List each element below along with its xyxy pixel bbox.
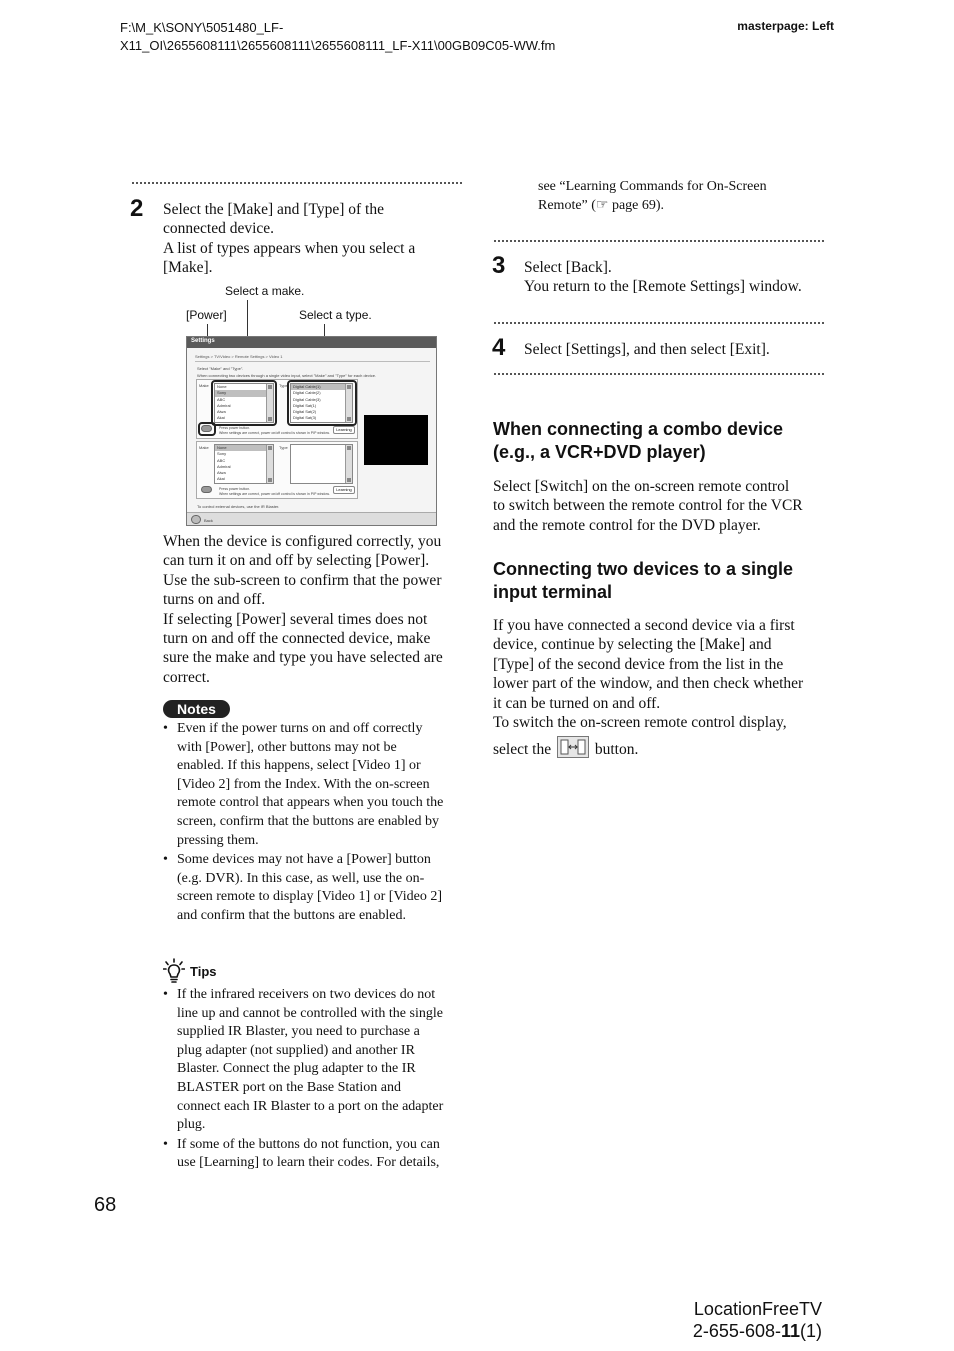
divider [494,373,824,375]
note-line: (e.g. DVR). In this case, as well, use the on- [177,870,425,886]
back-label: Back [204,518,213,523]
make-option[interactable]: ABC [217,457,226,463]
power-hint-top: Press power button. [219,426,251,430]
tip-line: line up and cannot be controlled with the single [177,1005,443,1021]
screenshot-bottom-bar [187,512,436,526]
step-4-line: Select [Settings], and then select [Exit]. [524,341,770,358]
learning-button-top[interactable]: Learning [333,426,355,434]
tip-line: supplied IR Blaster, you need to purchase a [177,1024,420,1040]
power-hint-bottom: Press power button. [219,487,251,491]
note-line: [Video 2] from the Index. With the on-screen [177,776,430,792]
product-name: LocationFreeTV [693,1299,822,1319]
ir-blaster-note: To control external devices, use the IR Blaster. [197,504,280,509]
paragraph-line: lower part of the window, and then check whether [493,675,804,693]
step-2-text [163,200,463,278]
note-line: with [Power], other buttons may not be [177,739,397,755]
paragraph-line: can turn it on and off by selecting [Power]. [163,552,430,570]
inline-text: select the [493,741,552,759]
make-option[interactable]: None [217,384,227,389]
scrollbar[interactable] [345,445,352,483]
type-option[interactable]: Digital Cable(2) [293,390,321,396]
paragraph-line: When the device is configured correctly, you [163,533,442,550]
paragraph-line: If you have connected a second device via a first [493,617,795,634]
note-line: • Some devices may not have a [Power] button [177,852,431,868]
paragraph-line: and the remote control for the DVD player. [493,516,761,534]
make-option[interactable]: ABC [217,396,226,402]
masterpage-label: masterpage: Left [737,19,834,33]
screenshot-instruction-1: Select "Make" and "Type". [197,366,244,371]
paragraph-line: [Type] of the second device from the list in the [493,655,784,673]
type-option[interactable]: Digital Cable(3) [293,396,321,402]
heading-line: input terminal [493,581,613,602]
paragraph-line: Use the sub-screen to confirm that the power [163,571,442,589]
tip-line: Blaster. Connect the plug adapter to the IR [177,1061,416,1077]
step-2-line: Select the [Make] and [Type] of the [163,201,384,218]
paragraph-line: sure the make and type you have selected are [163,649,443,667]
callout-power: [Power] [186,308,227,322]
make-option[interactable]: Admiral [217,402,231,408]
screenshot-instruction-2: When connecting two devices through a single video input, select "Make" and "Type" for each device. [197,373,377,378]
paragraph-line: correct. [163,668,210,686]
note-line: enabled. If this happens, select [Video 1] or [177,758,421,774]
type-label-bottom: Type [279,445,288,450]
page-number: 68 [94,1194,117,1216]
note-line: remote control that appears when you touch the [177,795,444,811]
settings-screenshot [186,336,437,526]
type-highlight [287,380,357,426]
note-line: pressing them. [177,832,259,848]
product-code [620,1320,822,1342]
heading-line: Connecting two devices to a single [493,559,794,579]
note-line: screen, confirm that the buttons are enabled by [177,813,440,829]
note-line: and confirm that the buttons are enabled. [177,907,406,923]
heading-line: (e.g., a VCR+DVD player) [493,441,706,462]
step-4-number: 4 [492,334,506,361]
learning-button-bottom[interactable]: Learning [333,486,355,494]
product-id-block [620,1298,822,1342]
make-option-selected[interactable]: Sony [215,390,273,396]
step-2-line: A list of types appears when you select a [163,239,416,257]
screenshot-title-bar [187,337,436,348]
make-option[interactable]: Akai [217,476,225,482]
note-item [163,720,463,850]
type-label-top: Type [279,383,288,388]
paragraph-line: turns on and off. [163,591,266,609]
type-option[interactable]: Digital Sat(1) [293,402,317,408]
step-2-line: connected device. [163,220,275,238]
power-hint-top-2: When settings are correct, power on/off control is shown in PIP window. [219,431,330,435]
make-option[interactable]: Admiral [217,463,231,469]
note-item [163,851,463,925]
tip-line: • If the infrared receivers on two devices do not [177,987,436,1002]
heading-two-devices [493,558,833,603]
tip-line: • If some of the buttons do not function, you can [177,1136,440,1152]
callout-select-type: Select a type. [299,308,372,322]
screenshot-breadcrumb: Settings > TV/Video > Remote Settings > Video 1 [195,354,283,359]
tip-continuation [538,178,828,215]
combo-device-paragraph [493,477,833,535]
step-2-explanation [163,532,463,687]
make-label-top: Make [199,383,209,388]
tip-item [163,986,463,1135]
power-button-bottom[interactable] [201,486,212,493]
back-button[interactable] [191,515,201,524]
lightbulb-icon [163,958,185,984]
file-path-line-1: F:\M_K\SONY\5051480_LF- [120,20,284,35]
switch-button-icon [557,736,589,758]
two-devices-paragraph [493,616,833,760]
make-option[interactable]: Sony [217,451,227,457]
paragraph-line: To switch the on-screen remote control display, [493,714,787,732]
scrollbar[interactable] [266,445,273,483]
power-highlight [198,422,216,436]
tips-label: Tips [190,964,217,979]
tip-line: plug adapter (not supplied) and another IR [177,1042,415,1058]
divider [494,322,824,324]
make-option[interactable]: Aiwa [217,470,226,476]
tips-list [163,986,463,1174]
code-suffix: (1) [800,1321,822,1341]
note-line: • Even if the power turns on and off correctly [177,721,423,736]
heading-combo-device [493,418,833,463]
step-3-line: Select [Back]. [524,259,612,276]
type-option[interactable]: Digital Sat(3) [293,415,317,421]
callout-select-make: Select a make. [225,284,305,298]
step-2-line: [Make]. [163,259,213,277]
make-listbox-bottom[interactable] [214,444,274,484]
screenshot-title: Settings [191,338,215,344]
tip-item [163,1136,463,1173]
inline-text: button. [594,741,639,759]
tip-line: connect each IR Blaster to a port on the adapter [177,1098,444,1114]
step-3-text [524,258,834,297]
step-4-text [524,340,834,359]
heading-line: When connecting a combo device [493,419,784,439]
file-path-line-2: X11_OI\2655608111\2655608111\2655608111_LF-X11\00GB09C05-WW.fm [120,38,556,53]
make-option-selected[interactable]: None [215,445,273,451]
step-2-number: 2 [130,195,144,222]
make-label-bottom: Make [199,445,209,450]
pip-subscreen [364,415,428,465]
continuation-line: see “Learning Commands for On-Screen [538,179,767,194]
note-line: screen remote to display [Video 1] or [Video 2] [177,889,443,905]
paragraph-line: it can be turned on and off. [493,694,661,712]
continuation-line: Remote” (☞ page 69). [538,197,665,213]
tip-line: BLASTER port on the Base Station and [177,1079,401,1095]
divider [494,240,824,242]
paragraph-line: Select [Switch] on the on-screen remote control [493,478,790,495]
divider [132,182,462,184]
paragraph-line-with-icon [493,736,833,759]
screenshot-rule [195,361,430,362]
file-path-header [120,19,640,55]
notes-list [163,720,463,927]
tip-line: plug. [177,1117,206,1133]
step-3-line: You return to the [Remote Settings] window. [524,278,802,296]
tip-line: use [Learning] to learn their codes. For details, [177,1155,440,1171]
code-prefix: 2-655-608- [692,1321,781,1341]
paragraph-line: turn on and off the connected device, make [163,630,431,648]
power-hint-bottom-2: When settings are correct, power on/off control is shown in PIP window. [219,492,330,496]
type-option-selected[interactable]: Digital Cable(1) [291,384,352,390]
code-bold: 11 [780,1321,800,1341]
make-option[interactable]: Akai [217,415,225,421]
type-listbox-bottom[interactable] [290,444,353,484]
paragraph-line: device, continue by selecting the [Make] and [493,636,772,654]
step-3-number: 3 [492,252,506,279]
paragraph-line: to switch between the remote control for the VCR [493,497,803,515]
notes-badge: Notes [163,700,230,718]
paragraph-line: If selecting [Power] several times does not [163,610,428,628]
type-option[interactable]: Digital Sat(2) [293,409,317,415]
make-option[interactable]: Aiwa [217,409,226,415]
make-highlight [211,380,277,426]
